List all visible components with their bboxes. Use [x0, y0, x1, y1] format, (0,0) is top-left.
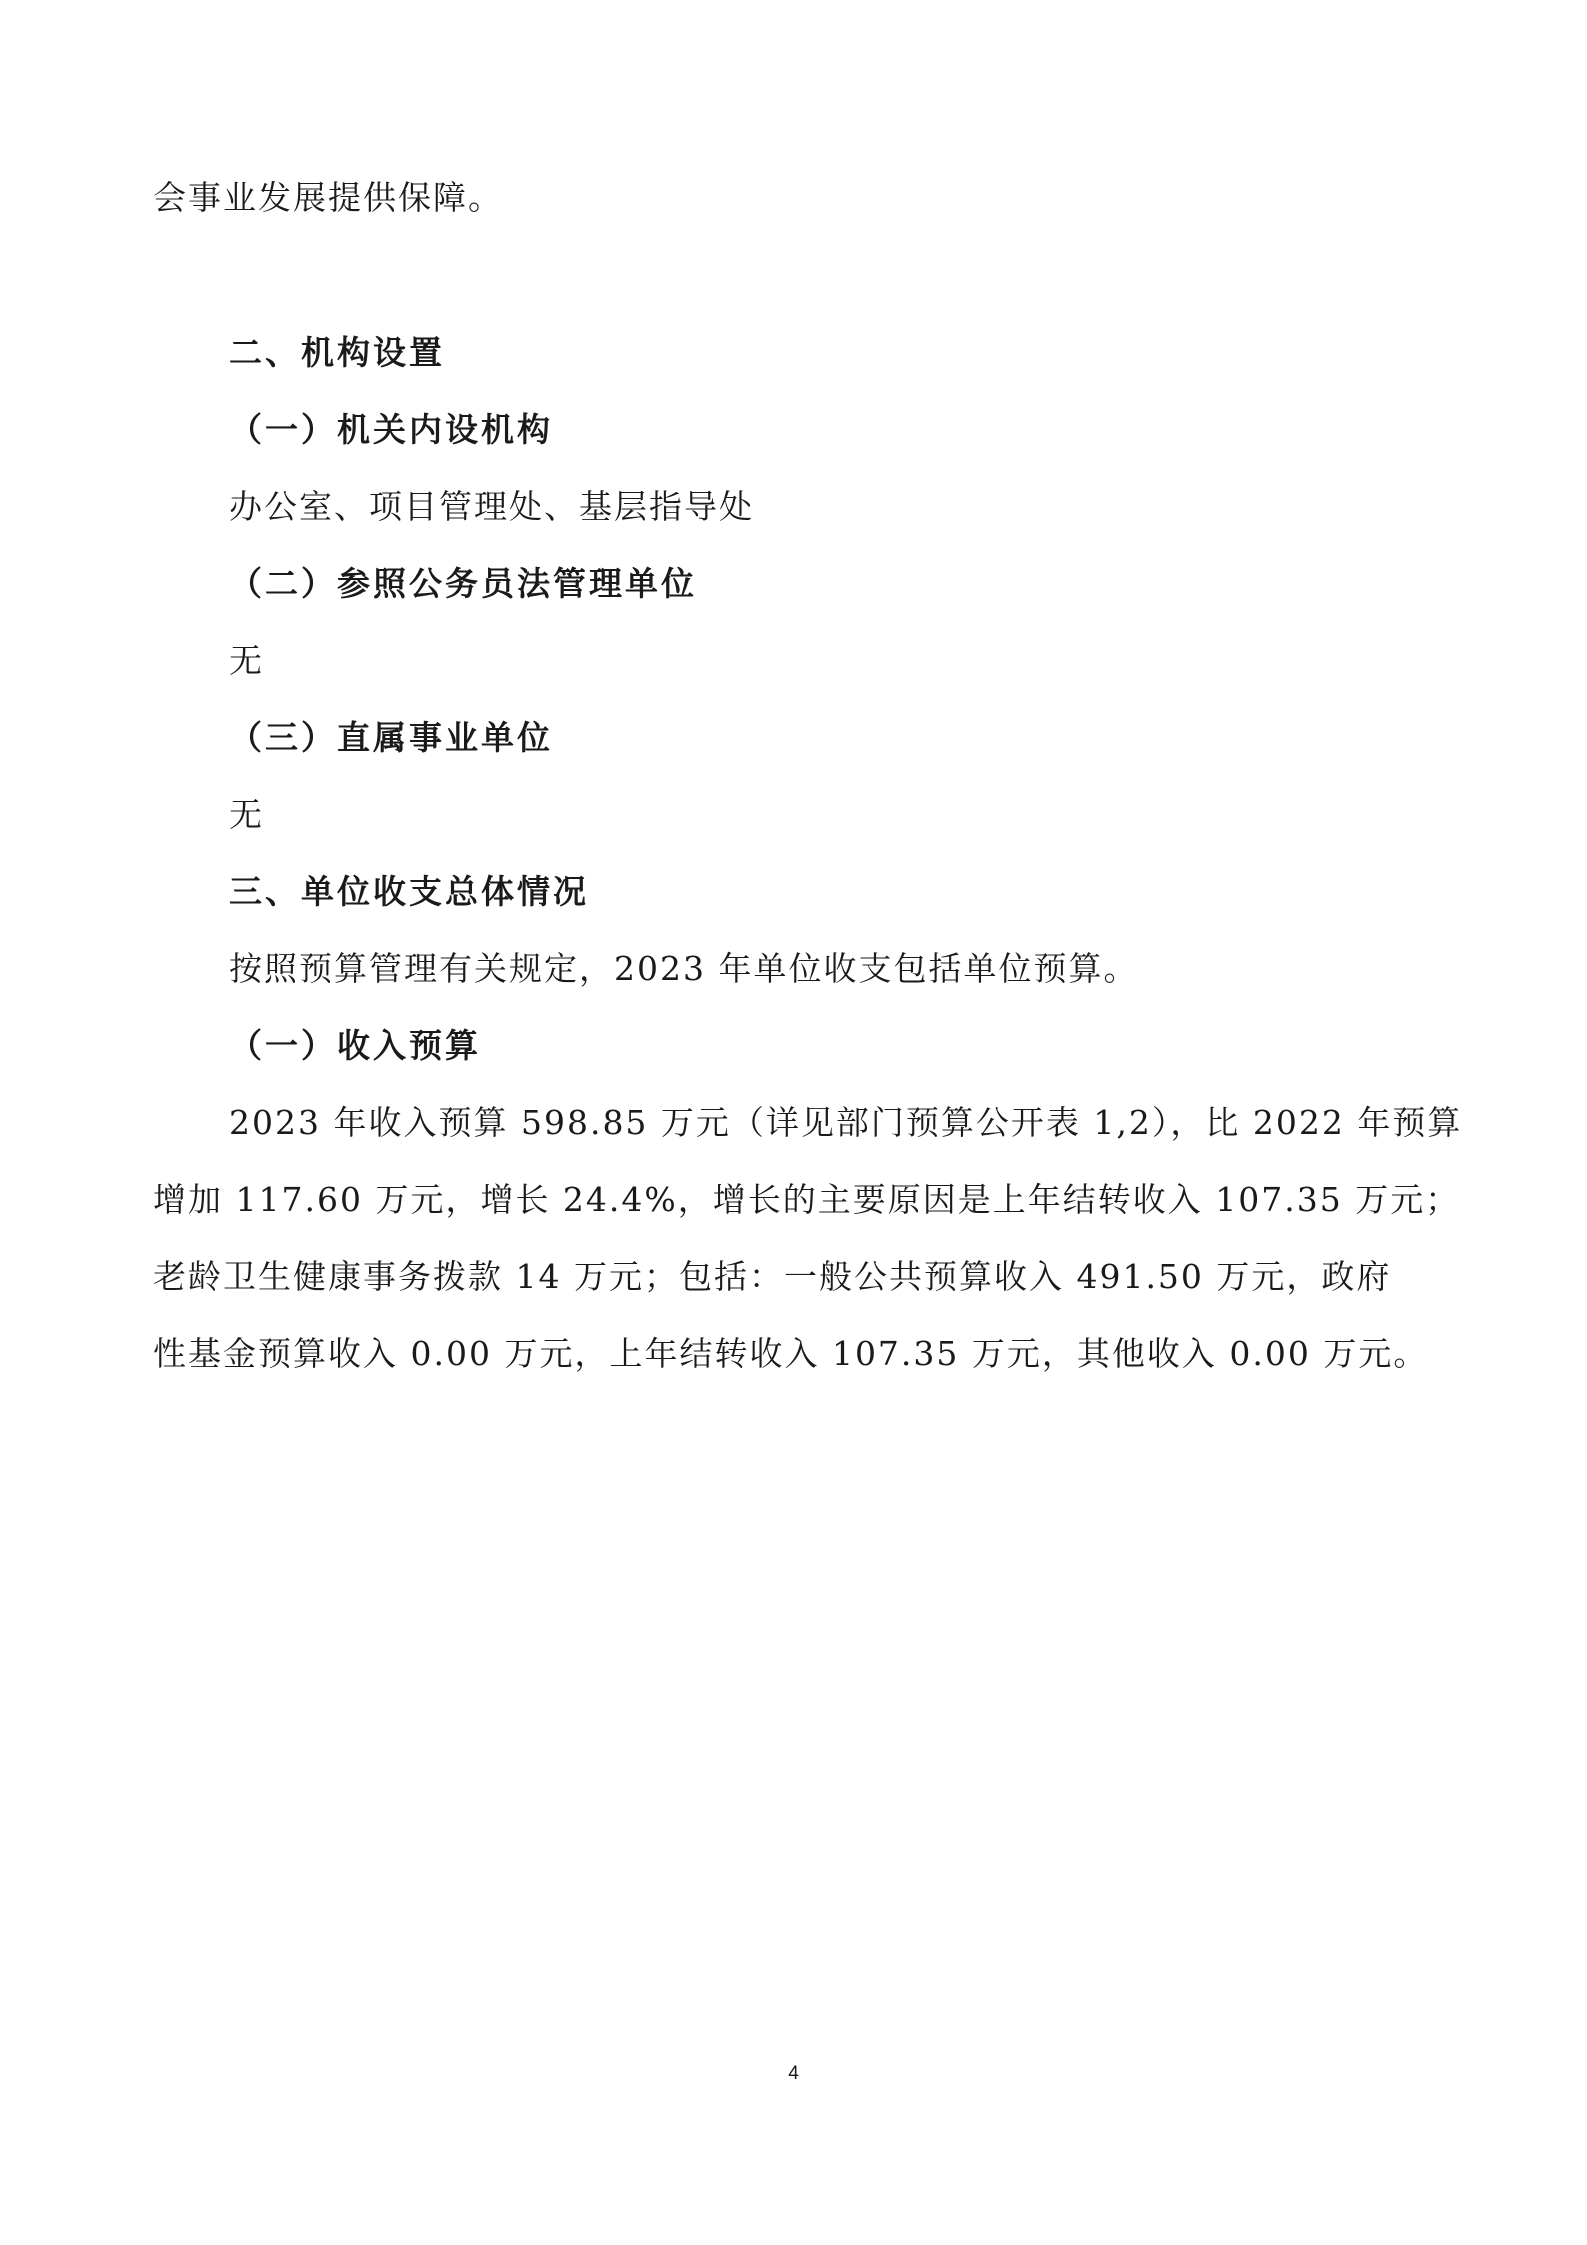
civil-servant-units-text: 无: [229, 641, 264, 680]
subsection-heading-civil-servant-units: （二）参照公务员法管理单位: [229, 564, 697, 603]
budget-overview-text: 按照预算管理有关规定，2023 年单位收支包括单位预算。: [229, 949, 1139, 988]
subsection-heading-internal-bodies: （一）机关内设机构: [229, 410, 553, 449]
section-heading-budget-overview: 三、单位收支总体情况: [229, 872, 589, 911]
affiliated-units-text: 无: [229, 795, 264, 834]
income-budget-paragraph-line-2: 增加 117.60 万元，增长 24.4%，增长的主要原因是上年结转收入 107.35 万元；: [153, 1180, 1461, 1219]
continued-paragraph-line: 会事业发展提供保障。: [153, 178, 503, 217]
section-heading-organization: 二、机构设置: [229, 333, 445, 372]
income-budget-paragraph-line-3: 老龄卫生健康事务拨款 14 万元；包括：一般公共预算收入 491.50 万元，政府: [153, 1257, 1392, 1296]
page-number: 4: [788, 2063, 799, 2084]
internal-bodies-text: 办公室、项目管理处、基层指导处: [229, 487, 754, 526]
income-budget-paragraph-line-1: 2023 年收入预算 598.85 万元（详见部门预算公开表 1,2），比 2022 年预算: [229, 1103, 1463, 1142]
subsection-heading-income-budget: （一）收入预算: [229, 1026, 481, 1065]
income-budget-paragraph-line-4: 性基金预算收入 0.00 万元，上年结转收入 107.35 万元，其他收入 0.00 万元。: [153, 1334, 1429, 1373]
subsection-heading-affiliated-units: （三）直属事业单位: [229, 718, 553, 757]
